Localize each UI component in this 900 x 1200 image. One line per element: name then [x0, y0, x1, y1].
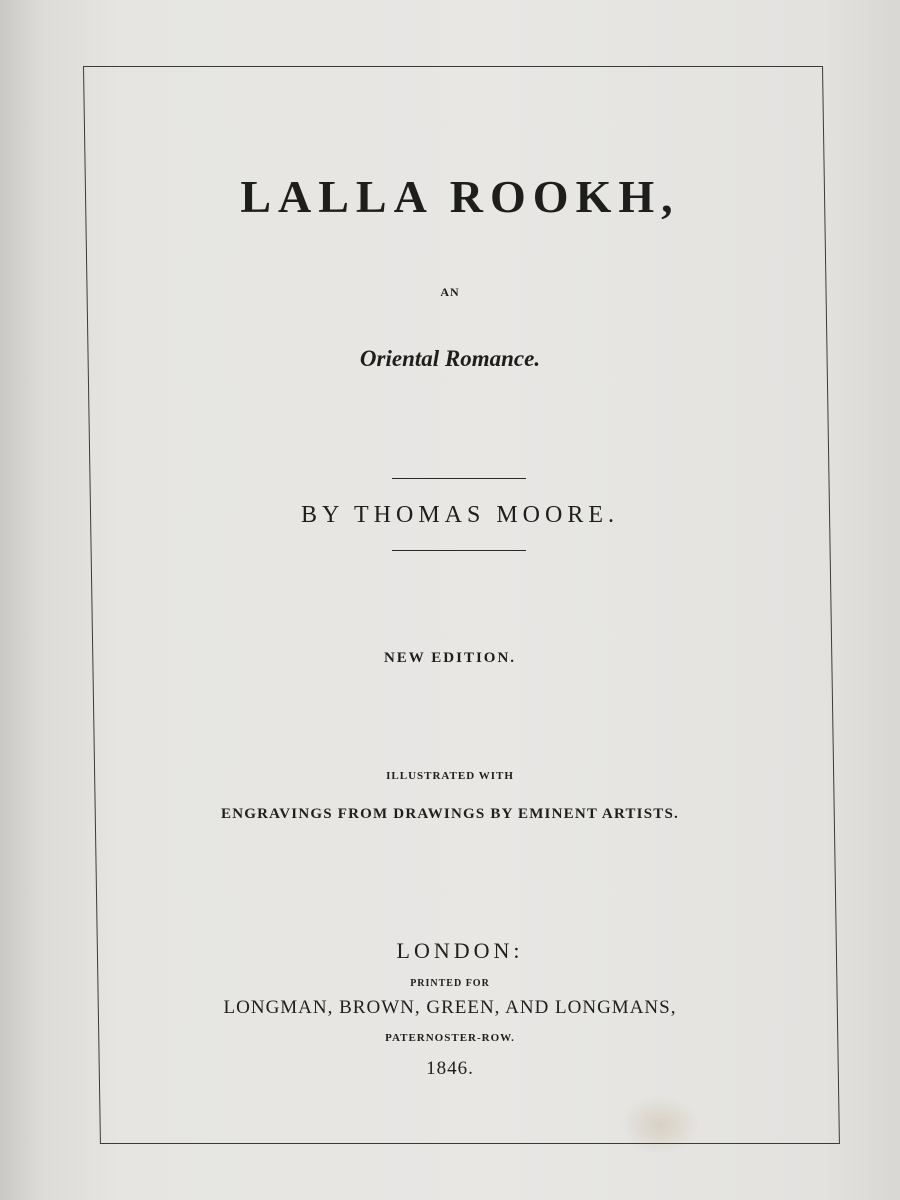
- engravings-label: ENGRAVINGS FROM DRAWINGS BY EMINENT ARTISTS.: [221, 806, 679, 822]
- book-title: LALLA ROOKH,: [240, 171, 680, 222]
- author-line: BY THOMAS MOORE.: [300, 502, 620, 528]
- illustrated-label: ILLUSTRATED WITH: [386, 770, 514, 782]
- imprint-city: LONDON:: [396, 938, 524, 963]
- subtitle-article: AN: [440, 285, 460, 299]
- edition-label: NEW EDITION.: [383, 650, 517, 666]
- publisher-address: PATERNOSTER-ROW.: [385, 1032, 515, 1044]
- book-subtitle: Oriental Romance.: [359, 346, 541, 371]
- printed-for-label: PRINTED FOR: [410, 978, 490, 989]
- divider-rule-bottom: [392, 550, 526, 551]
- publisher-name: LONGMAN, BROWN, GREEN, AND LONGMANS,: [223, 997, 677, 1018]
- divider-rule-top: [392, 478, 526, 479]
- publication-year: 1846.: [426, 1058, 474, 1079]
